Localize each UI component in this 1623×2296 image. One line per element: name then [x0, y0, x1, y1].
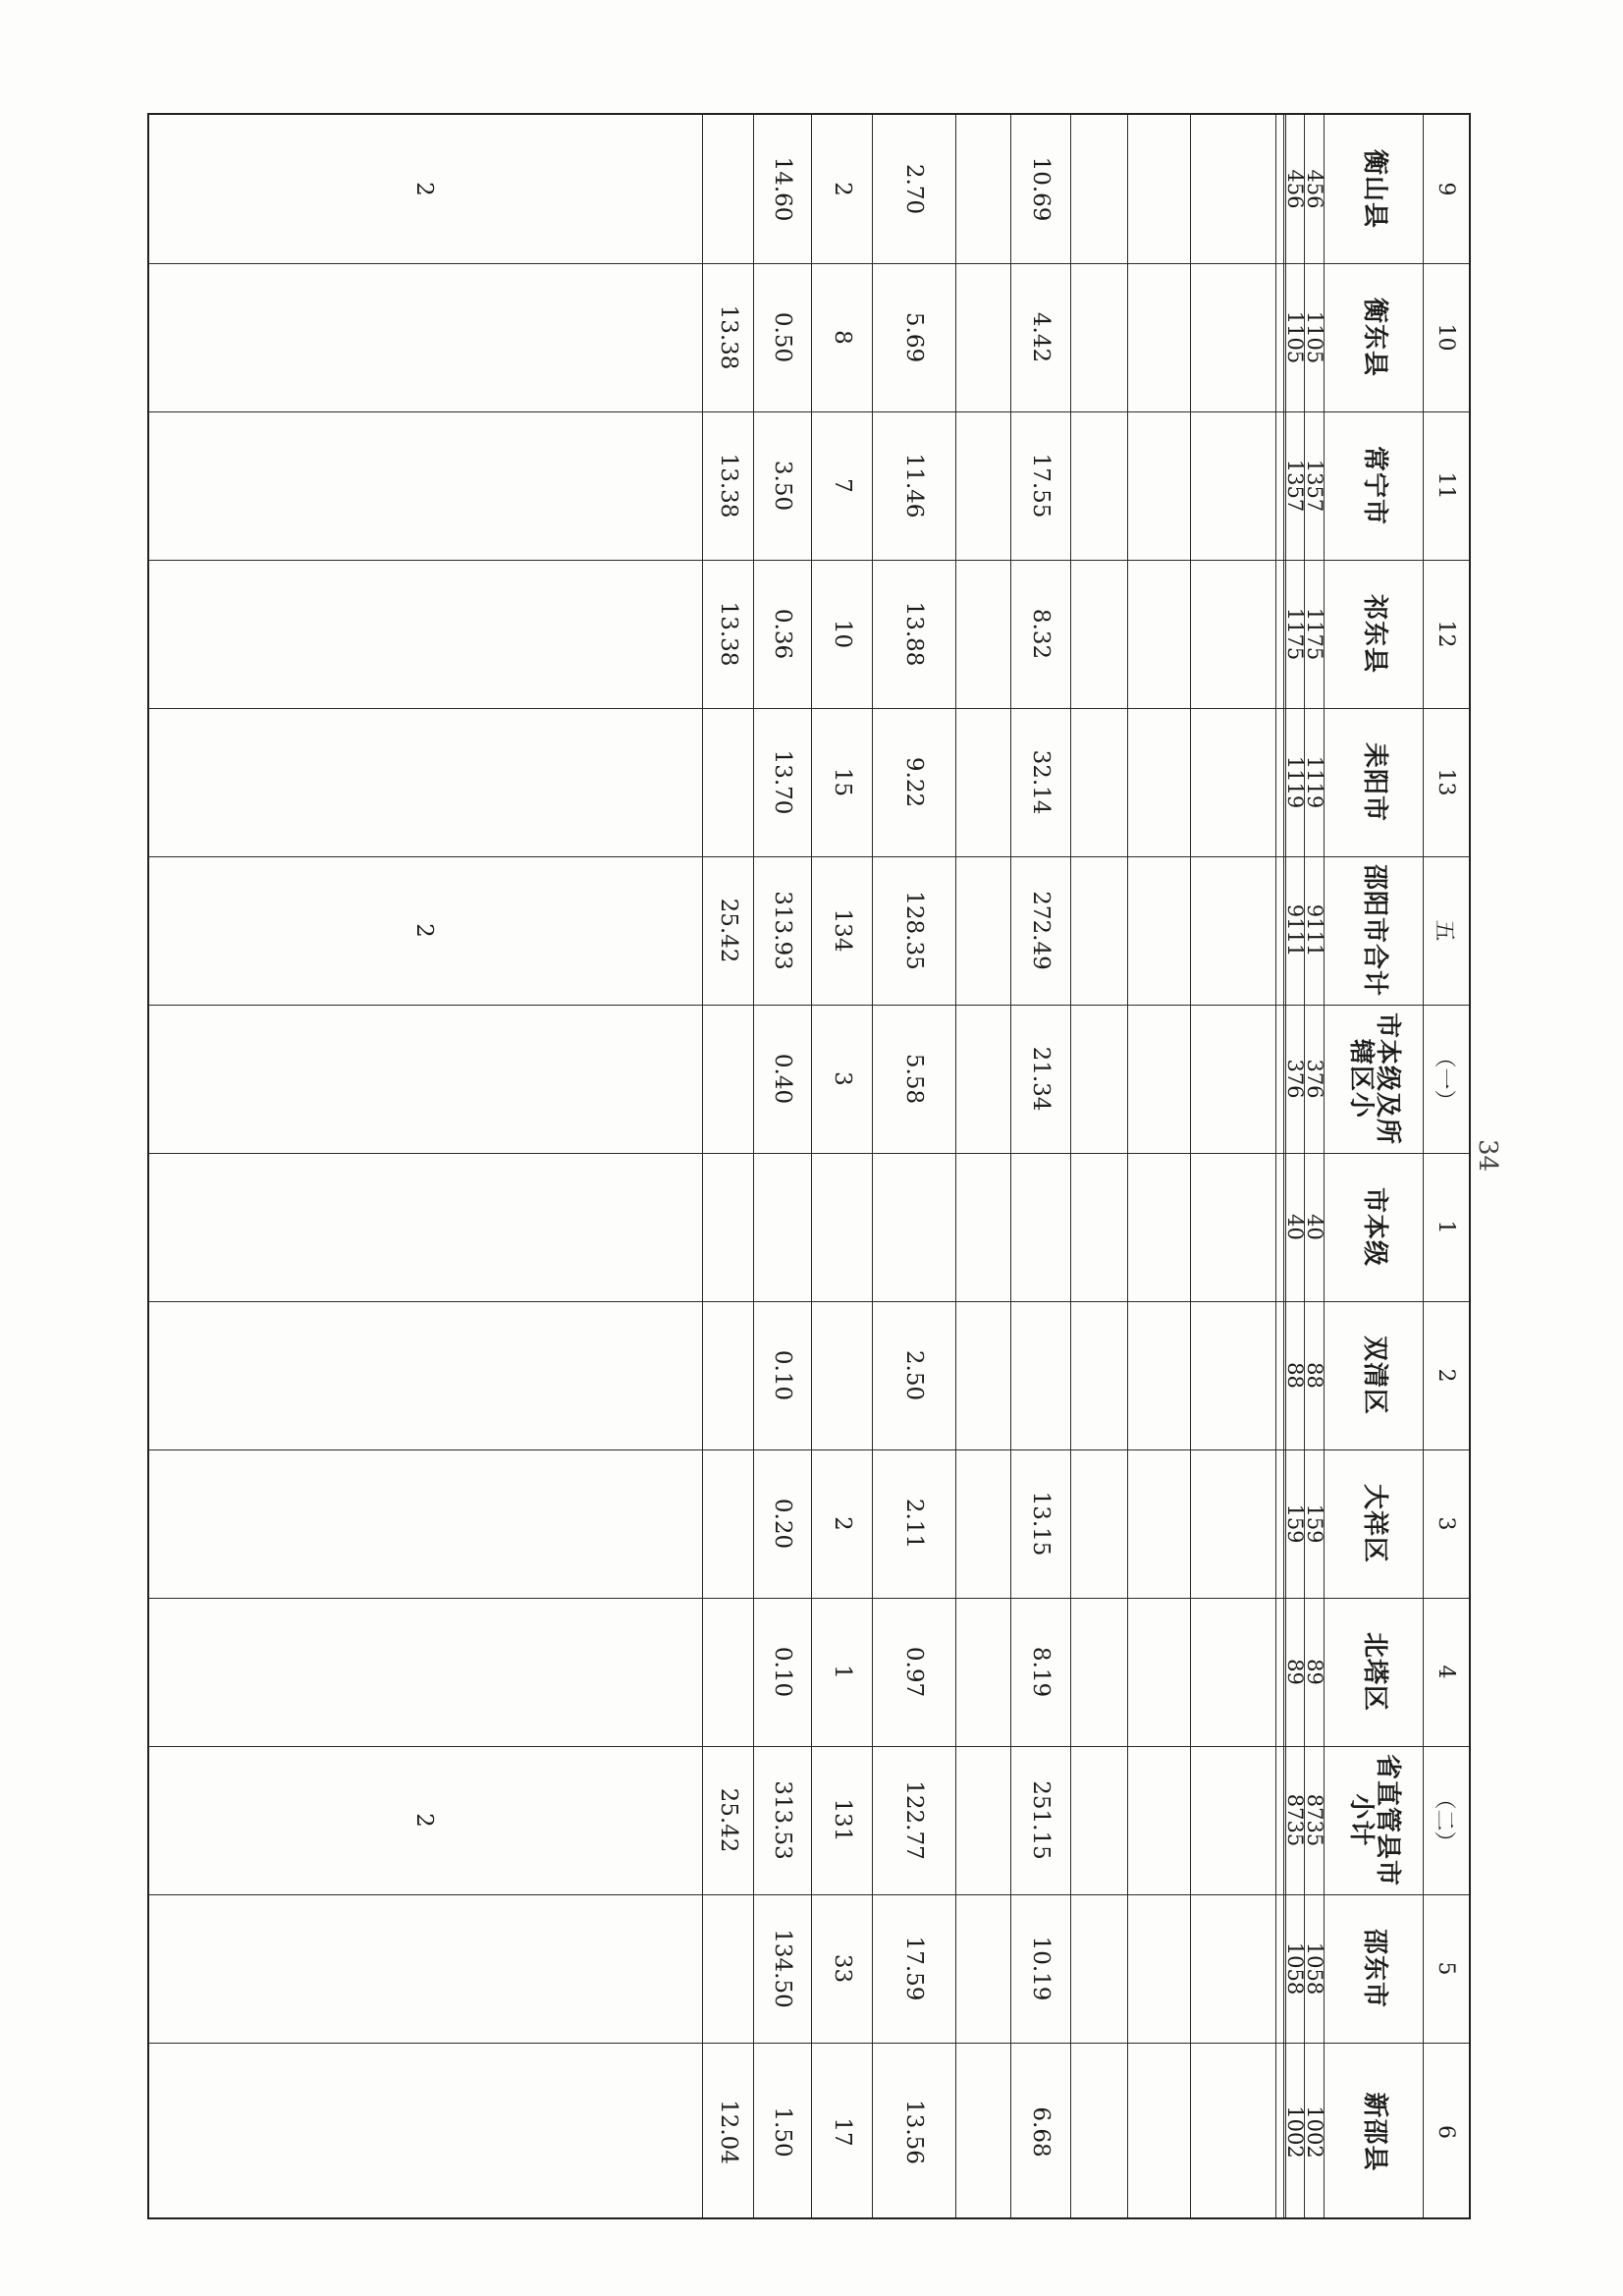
column-header: 大祥区 — [1360, 1483, 1389, 1563]
table-cell: 10.19 — [1028, 1936, 1055, 2001]
table-cell: 14.60 — [770, 156, 796, 222]
table-cell: 1002 — [1303, 2105, 1326, 2159]
table-cell: 134 — [830, 908, 855, 953]
table-cell: 8735 — [1283, 1793, 1308, 1847]
table-cell: 7 — [830, 478, 855, 493]
table-cell: 0.36 — [770, 608, 796, 660]
column-index: （一） — [1432, 1046, 1457, 1112]
column-index: 12 — [1434, 620, 1459, 648]
table-cell: 8.32 — [1028, 608, 1055, 660]
table-cell: 456 — [1283, 169, 1308, 209]
table-cell: 1105 — [1303, 310, 1326, 364]
table-cell: 1105 — [1283, 310, 1308, 364]
column-index: 五 — [1432, 919, 1457, 942]
table-cell: 13.70 — [770, 749, 796, 815]
table-cell: 1002 — [1283, 2105, 1308, 2159]
column-header: 衡东县 — [1360, 297, 1389, 377]
table-cell: 88 — [1303, 1362, 1326, 1389]
table-cell: 272.49 — [1028, 891, 1055, 970]
table-cell: 456 — [1303, 169, 1326, 209]
table-cell: 17 — [830, 2117, 855, 2147]
table-cell: 10.69 — [1028, 156, 1055, 222]
table-cell: 1 — [830, 1665, 855, 1679]
table-cell: 88 — [1283, 1362, 1308, 1389]
column-header: 祁东县 — [1360, 593, 1389, 674]
table-cell: 9111 — [1283, 903, 1308, 957]
column-header: 市本级 — [1360, 1186, 1389, 1267]
table-cell: 89 — [1303, 1659, 1326, 1685]
table-cell: 13.88 — [901, 601, 928, 667]
table-cell: 4.42 — [1028, 311, 1055, 363]
table-cell: 2 — [411, 1813, 437, 1828]
table-cell: 9111 — [1303, 903, 1326, 957]
table-cell: 5.69 — [901, 311, 928, 363]
table-cell: 0.40 — [770, 1053, 796, 1105]
table-cell: 13.38 — [716, 453, 741, 519]
row-divider — [1127, 115, 1128, 2217]
column-header: 衡山县 — [1360, 148, 1389, 229]
table-cell: 2.11 — [901, 1498, 928, 1550]
column-header: 邵阳市合计 — [1360, 863, 1389, 997]
table-cell: 3 — [830, 1071, 855, 1086]
table-cell: 1058 — [1283, 1941, 1308, 1995]
column-header: 常宁市 — [1360, 445, 1389, 525]
column-index: 13 — [1434, 768, 1459, 796]
column-divider — [149, 1153, 1469, 1154]
table-cell: 0.20 — [770, 1498, 796, 1550]
column-index: 5 — [1434, 1961, 1459, 1976]
column-header: 耒阳市 — [1360, 741, 1389, 822]
table-cell: 8735 — [1303, 1793, 1326, 1847]
column-index: 4 — [1434, 1665, 1459, 1679]
table-cell: 0.10 — [770, 1646, 796, 1698]
column-index: 2 — [1434, 1368, 1459, 1383]
table-cell: 313.93 — [770, 891, 796, 970]
table-cell: 1058 — [1303, 1941, 1326, 1995]
table-cell: 376 — [1283, 1059, 1308, 1099]
table-cell: 3.50 — [770, 460, 796, 512]
table-cell: 13.38 — [716, 304, 741, 370]
table-cell: 0.10 — [770, 1349, 796, 1401]
table-cell: 251.15 — [1028, 1780, 1055, 1860]
column-header: 邵东市 — [1360, 1928, 1389, 2008]
table-cell: 1119 — [1303, 755, 1326, 809]
table-cell: 2.70 — [901, 163, 928, 215]
table-cell: 2 — [411, 923, 437, 938]
table-cell: 13.15 — [1028, 1491, 1055, 1557]
table-cell: 25.42 — [716, 1787, 741, 1853]
table-cell: 131 — [830, 1798, 855, 1842]
table-cell: 1357 — [1283, 459, 1308, 513]
table-cell: 5.58 — [901, 1053, 928, 1105]
column-header: 新邵县 — [1360, 2092, 1389, 2172]
page-number: 34 — [1473, 1139, 1502, 1173]
table-cell: 134.50 — [770, 1929, 796, 2008]
table-cell: 89 — [1283, 1659, 1308, 1685]
column-header: 北塔区 — [1360, 1631, 1389, 1712]
column-index: 9 — [1434, 182, 1459, 196]
table-cell: 12.04 — [716, 2100, 741, 2164]
column-index: 11 — [1434, 471, 1459, 500]
table-cell: 17.55 — [1028, 453, 1055, 519]
table-cell: 0.97 — [901, 1646, 928, 1698]
column-index: （二） — [1432, 1787, 1457, 1853]
table-cell: 8 — [830, 330, 855, 345]
table-cell: 159 — [1303, 1503, 1326, 1544]
table-cell: 2 — [411, 182, 437, 196]
table-cell: 1.50 — [770, 2106, 796, 2158]
table-cell: 159 — [1283, 1503, 1308, 1544]
table-cell: 8.19 — [1028, 1646, 1055, 1698]
column-header: 省直管县市小计 — [1346, 1753, 1403, 1886]
column-index: 6 — [1434, 2125, 1459, 2139]
row-divider — [1275, 115, 1276, 2217]
table-cell: 17.59 — [901, 1936, 928, 2001]
table-cell: 40 — [1303, 1214, 1326, 1240]
table-cell: 25.42 — [716, 898, 741, 963]
table-cell: 13.56 — [901, 2100, 928, 2164]
column-header: 市本级及所辖区小 — [1346, 1011, 1403, 1145]
table-cell: 6.68 — [1028, 2106, 1055, 2158]
table-cell: 33 — [830, 1953, 855, 1984]
data-table — [147, 113, 1471, 2219]
column-index: 1 — [1434, 1220, 1459, 1234]
table-cell: 313.53 — [770, 1780, 796, 1860]
table-cell: 1357 — [1303, 459, 1326, 513]
table-cell: 13.38 — [716, 601, 741, 667]
table-cell: 10 — [830, 619, 855, 649]
column-index: 3 — [1434, 1516, 1459, 1531]
table-cell: 0.50 — [770, 311, 796, 363]
column-header: 双清区 — [1360, 1335, 1389, 1415]
table-cell: 2.50 — [901, 1349, 928, 1401]
table-cell: 9.22 — [901, 756, 928, 808]
table-cell: 1119 — [1283, 755, 1308, 809]
table-cell: 11.46 — [901, 453, 928, 519]
table-cell: 1175 — [1303, 607, 1326, 661]
table-cell: 21.34 — [1028, 1046, 1055, 1112]
table-cell: 376 — [1303, 1059, 1326, 1099]
table-cell: 2 — [830, 1516, 855, 1531]
table-cell: 32.14 — [1028, 749, 1055, 815]
table-cell: 1175 — [1283, 607, 1308, 661]
table-cell: 128.35 — [901, 891, 928, 970]
column-index: 10 — [1434, 323, 1459, 352]
table-cell: 2 — [830, 182, 855, 196]
table-cell: 15 — [830, 767, 855, 797]
table-cell: 40 — [1283, 1214, 1308, 1240]
row-divider — [1190, 115, 1191, 2217]
table-cell: 122.77 — [901, 1780, 928, 1860]
